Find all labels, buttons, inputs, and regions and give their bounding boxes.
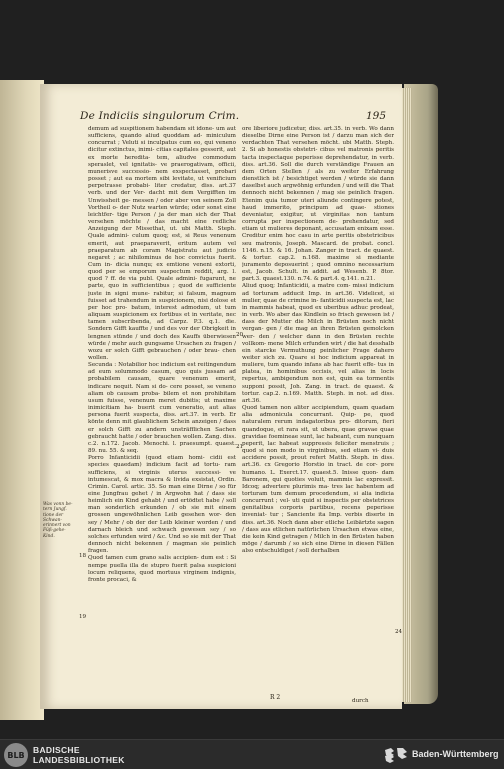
page-header [80, 110, 387, 126]
library-name-line2: LANDESBIBLIOTHEK [33, 755, 125, 765]
section-number: 21 [236, 444, 244, 450]
signature-mark: R 2 [270, 694, 281, 701]
book-scan [0, 40, 440, 704]
left-page-edge [0, 80, 44, 720]
paragraph: Aliud quoq; Infanticidii, a matre com- missi indicium ad torturam adducit Imp. in art.36. Videlicet, si mulier, quae de crimine in- fanticidii suspecta est, lac in mammis habeat, quod ex uberibus adhuc prodeat, in verb. Wo aber das Kindlein so frisch gewesen ist / dass der Mutter die Milch in Brüsten noch nicht vergan- gen / die mag an ihren Brüsten gemolcken wer- den / welcher dann in den Brüsten rechte vollkom- mene Milch erfunden wirt / die hat desshalb ein starcke Vermuthung peinlicher Frage dahero weiter sich zu. Quare si hoc indicium appareat in muliere, tum quando infans ab hac fuerit effe- tus in platea, in hominibus occisis, vel alias in locis repertus, ambigendum non est, quin ea tormentis supponi possit, Joh. Zang. in tract. de quaest. & tortur. cap.2. n.169. Matth. Steph. in not. ad diss. art.36. [242, 283, 394, 404]
footer-bar [0, 739, 504, 769]
paragraph: ore liberiore judicetur, diss. art.35. in verb. Wo dann dieselbe Dirne eine Person ist / darzu man sich der verdachten That versehen möcht. ubi Matth. Steph. 2. Si ab honestis obstetri- cibus vel matronis peritis tacta inspectaque peperisse deprehendatur, in verb. diss. art.36. Soll die durch verständige Frauen an dem Orten Stellen / als zu weiter Erfahrung dienstlich ist / besichtiget werden / würde sie dann daselbst auch argwöhnig erfunden / und will die That dennoch nicht bekennen / mag sie peinlich fragen. Etenim quia tumor uteri aliunde contingere potest, haud immerito, principum ad quae- stiones deveniatur, exigitur, ut virginitas non tantum corrupta per inspectionem de- prehendatur, sed etiam ut mulieres deponant, accusatam enixam esse. Creditur enim hoc casu in arte peritis obstetricibus seu matronis, Joseph. Mascard. de probat. concl. 1146. n.15. & 16. Johan. Zanger in tract. de quaest. & tortur. cap.2. n.168. maxime si mediante juramento deposuerint ; quod omnino necessarium est, Jacob. Schult. in addit. ad Wesenb. P. 8tor. part.3. quaest.130. n.74. & part.4. q.141. n.21. [242, 126, 394, 283]
paragraph: Porro Infanticidii (quod etiam homi- cidii est species quaedam) indicium facit ad tortu- ram sufficiens, si virginis uterus successi- ve intumescat, & mox macra & livida exsistat, Ordin. Crimin. Carol. artic. 35. So man eine Dirne / so für eine Jungfrau gehet / in Argwohn hat / dass sie heimlich ein Kind gehabt / und ertödtet habe / soll man sonderlich erkunden / ob sie mit einem grossen ungewöhnlichen Leib gesehen wor- den sey / Mehr / ob der der Leib kleiner worden / und darnach bleich und schwach gewesen sey / so solches erfunden wird / &c. Und so sie mit der That dennoch nicht bekennen / magman sie peinlich fragen. [88, 455, 236, 555]
paragraph: Secunda : Notabilior hoc indicium est reitingendum ad eum solummodo casum, quo quis jussam ad probabilem causam, quare venenum emerit, indicare nequit. Nam si do- cere posset, se veneno aliam ob causam proba- bilem et non prohibitam usum fuisse, venenum meret dubitis; ut maxime inimicitiam ha- buerit cum veneratio, aut alias persona fuerit suspecta, diss. art.37. in verb. Er könte denn mit glaublichem Schein anzeigen / dass er solch Gifft zu andern unsträfflichen Sachen gebraucht hatte / oder brauchen wollen. Zang. diss. c.2. n.172. Jacob. Menochi. l. praesumpt. quaest. 89. nu. 55. & seq. [88, 362, 236, 455]
page-number: 195 [366, 110, 387, 122]
paragraph: Quod tamen non aliter accipiendum, quam quadam alia admonicula concurrant. Quip- pe, quod naturalem rerum indagatoribus pro- ditorum, fieri quandoque, et rara sit, ut ubera, quae gravae quae gravidae foemineae sunt, lac habeant, cum nunquam peperit, lac habeat suppressis feliciter menstruis ; quod si non modo in virginibus, sed etiam vi- duis accidere possit, prout refert Matth. Steph. in diss. art.36. cx Gregorio Horstio in tract. de cor- pore humano. L. Exerct.17. quaest.5. Inisse quon- dam Baronem, qui quoties voluit, mammis lac expressit. Idcoq; advertere plurimis ma- tres lac habentem ad torturam tum demum procedendum, si alia indicia concurrunt ; vel- uti quid si inspectis per obstetrices genitalibus corporis partibus, recens peperisse inveniat- tur ; Sanciente ita Imp. verbis diserte in diss. art.36. Noch dann aber etliche Leibärtzte sagen / dass aus etlichen natürlichen Ursachen etwas eine, die kein Kind getragen / Milch in den Brüsten haben möge / darumb / so sich eine Dirne in diesen Fällen also entschuldiget / soll derhalben [242, 405, 394, 555]
section-number: 24 [395, 629, 403, 635]
section-number: 18 [79, 553, 87, 559]
text-column-right [242, 126, 394, 706]
paragraph: Quod tamen cum grano salis accipien- dum est : Si nempe puella illa de stupro fuerit palsa suspicioni locum reliquens, quod mortuus virginem indignis, fronte procaci, & [88, 555, 236, 583]
running-title: De Indiciis singulorum Crim. [80, 110, 240, 122]
section-number: 19 [79, 614, 87, 620]
blb-logo-icon[interactable]: BLB [4, 743, 28, 767]
paragraph: demum ad suspitionem habendam sit idone- um aut sufficiens, quando aliud quoddam ad- miniculum concurrat ; Veluti si inculpatus cum eo, qui veneno dicitur extinctus, inimi- citias capitales gesserit, aut ex morte heredita- tem, aliudve commodum speraslet, vel ignitatis- ve praerogativam, officii, munerisve successio- nem exspectasset, probari posset ; aut ea mortem sibi levitate, ut venificium perpetrasse probabi- liter credatur, diss. art.37 verb. und der Ver- dacht mit dem Vergifften im Unwissheit ge- messen / oder aber von seinem Zoll Vortheil o- der Nutz warten würde; oder sonst eine leichtfer- tige Person / ja der man sich der That versehen möchte / das macht eine redliche Anzeigung der Missethat, ut. ubi Matth. Steph. Quale admini- culum quoq; est, si Reus venenum emerit, aut praeparaverit, eritum autem vel praeparatum ab coram Magistratu aut judicio negaret ; ac nihilominus de hoc convictus fuerit. Cum in- dicia nunqu; ex emtione veneni extorti, quod per se emporum suspectum reddit, arg. l. quod ? ff. de via publ. Quale admini- fugarunt, ne parte, quo in sufficientibus ; quod de sufficiente juste in signi mune- rabitur, si falsum, magnum fuisset ad trahendum in suspicionem, nisi dolose et per hoc pro- batum, interest admodum, ut tum aliquam suspicionem ex fortibus et in veritate, nec tamen subscribenda, ad Carpz. P.3. q.1. die. Sondern Gifft kauffte / und des vor der Obrigkeit in lengnen stünde / und doch des Kauffs überwiesen würde / mehr auch gungsame Ursachen zu fragen / wozu er solch Gifft gebrauchen / oder brau- chen wollen. [88, 126, 236, 361]
section-number: 20 [236, 332, 244, 338]
book-page [40, 84, 402, 709]
catchword: durch [352, 698, 369, 704]
marginal-note: Was vonn be- tern Jungf. tione der Schwan- erinnert von Füß-gehe- Kind. [43, 502, 73, 539]
library-name[interactable] [33, 745, 125, 765]
lions-emblem-icon [383, 746, 409, 764]
text-column-left [88, 126, 236, 706]
library-name-line1: BADISCHE [33, 745, 80, 755]
region-name[interactable]: Baden-Württemberg [412, 749, 499, 759]
